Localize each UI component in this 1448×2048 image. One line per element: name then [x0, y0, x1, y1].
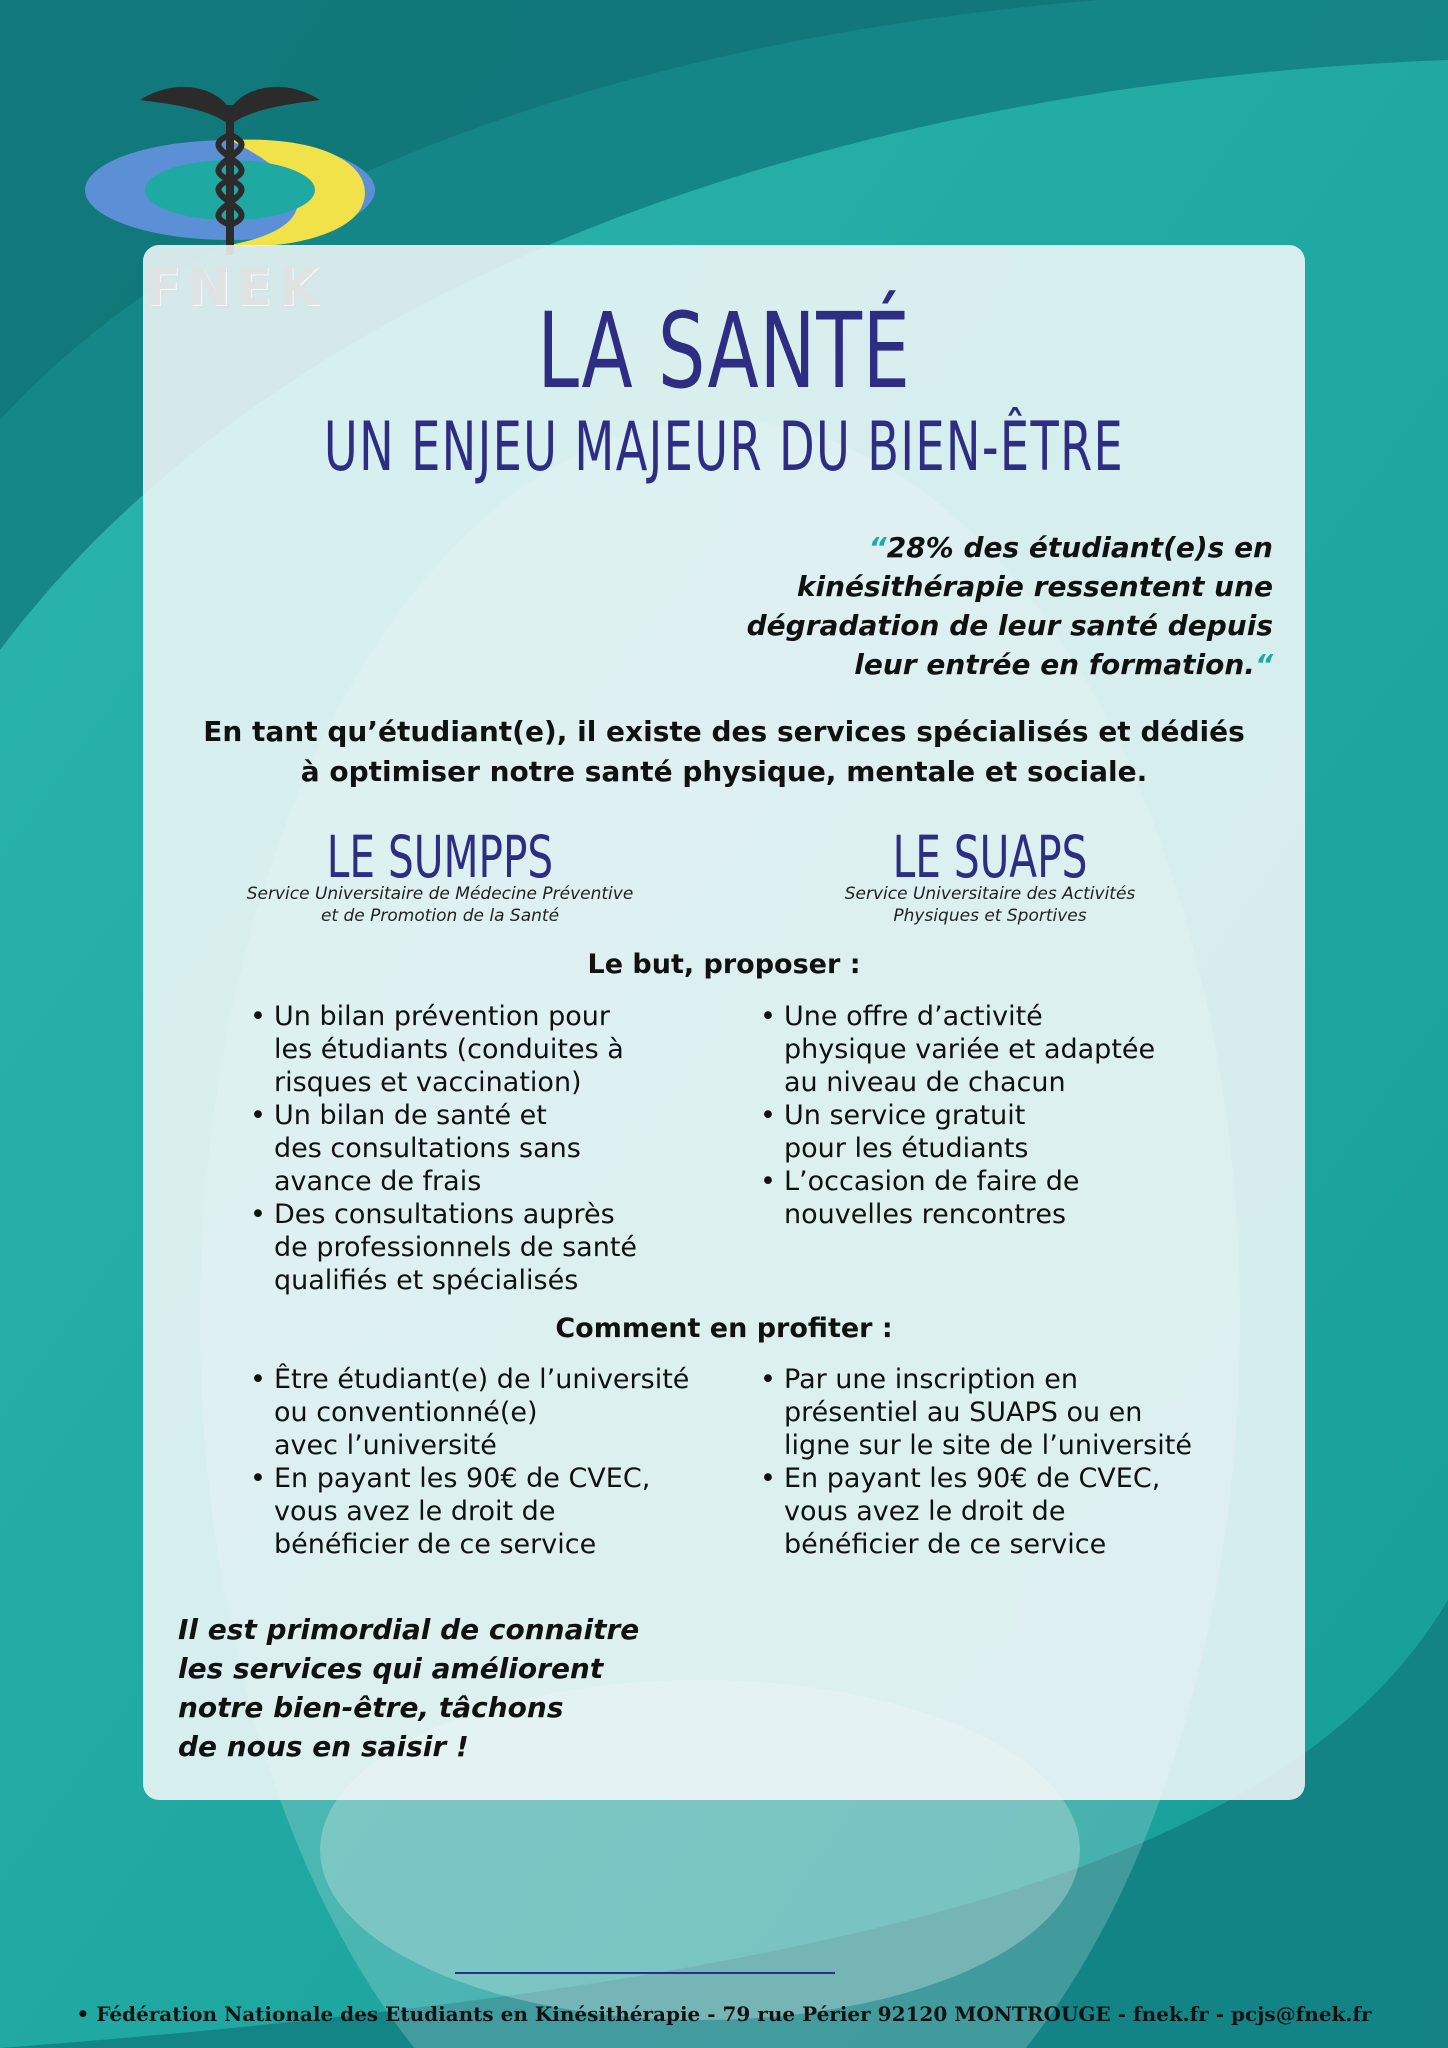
list-item-line: au niveau de chacun	[784, 1067, 1066, 1098]
list-item-line: avance de frais	[274, 1166, 482, 1197]
page-title: LA SANTÉ	[537, 290, 911, 412]
list-item-line: • Une offre d’activité	[784, 1001, 1043, 1032]
list-item-line: vous avez le droit de	[784, 1496, 1066, 1527]
list-item	[760, 1099, 1220, 1165]
list-item-line: • L’occasion de faire de	[784, 1166, 1080, 1197]
list-item-line: des consultations sans	[274, 1133, 581, 1164]
goal-list-sumpps	[250, 1000, 710, 1297]
list-item-line: nouvelles rencontres	[784, 1199, 1067, 1230]
page-subtitle: UN ENJEU MAJEUR DU BIEN-ÊTRE	[323, 408, 1125, 487]
list-item-line: • Par une inscription en	[784, 1364, 1079, 1395]
how-heading: Comment en profiter :	[555, 1313, 893, 1344]
goal-heading: Le but, proposer :	[587, 949, 861, 980]
closing-line: les services qui améliorent	[178, 1652, 604, 1685]
closing-line: notre bien-être, tâchons	[178, 1691, 564, 1724]
list-item	[250, 1462, 730, 1561]
intro-text	[143, 712, 1305, 792]
how-list-suaps	[760, 1363, 1240, 1561]
sumpps-subtitle	[220, 883, 660, 927]
list-item-line: physique variée et adaptée	[784, 1034, 1156, 1065]
list-item-line: bénéficier de ce service	[784, 1529, 1107, 1560]
caduceus-icon	[80, 80, 380, 260]
quote-line: leur entrée en formation.	[854, 648, 1255, 681]
sumpps-subtitle-line: Service Universitaire de Médecine Préventive	[246, 884, 634, 904]
quote-close-mark: “	[1254, 648, 1273, 681]
list-item-line: vous avez le droit de	[274, 1496, 556, 1527]
quote-line: kinésithérapie ressentent une	[796, 570, 1273, 603]
list-item	[250, 1099, 710, 1198]
list-item-line: avec l’université	[274, 1430, 497, 1461]
footer-divider	[455, 1972, 835, 1974]
suaps-title: LE SUAPS	[892, 823, 1088, 891]
list-item	[760, 1462, 1240, 1561]
quote-open-mark: “	[868, 531, 887, 564]
list-item-line: • En payant les 90€ de CVEC,	[784, 1463, 1161, 1494]
how-list-sumpps	[250, 1363, 730, 1561]
list-item-line: • Un bilan de santé et	[274, 1100, 547, 1131]
list-item	[250, 1198, 710, 1297]
list-item-line: de professionnels de santé	[274, 1232, 638, 1263]
list-item-line: bénéficier de ce service	[274, 1529, 597, 1560]
intro-line: En tant qu’étudiant(e), il existe des services spécialisés et dédiés	[203, 715, 1245, 748]
footer-contact: • Fédération Nationale des Etudiants en Kinésithérapie - 79 rue Périer 92120 MONTROUGE - fnek.fr - pcjs@fnek.fr	[76, 2002, 1372, 2026]
list-item-line: • Un service gratuit	[784, 1100, 1026, 1131]
list-item-line: pour les étudiants	[784, 1133, 1029, 1164]
closing-statement	[178, 1610, 698, 1766]
list-item-line: qualifiés et spécialisés	[274, 1265, 579, 1296]
list-item	[760, 1165, 1220, 1231]
list-item-line: • Des consultations auprès	[274, 1199, 615, 1230]
list-item-line: • En payant les 90€ de CVEC,	[274, 1463, 651, 1494]
suaps-subtitle	[790, 883, 1190, 927]
list-item-line: • Être étudiant(e) de l’université	[274, 1364, 690, 1395]
list-item-line: risques et vaccination)	[274, 1067, 582, 1098]
list-item-line: ou conventionné(e)	[274, 1397, 538, 1428]
intro-line: à optimiser notre santé physique, mentale et sociale.	[300, 755, 1148, 788]
sumpps-subtitle-line: et de Promotion de la Santé	[320, 906, 560, 926]
goal-list-suaps	[760, 1000, 1220, 1231]
suaps-subtitle-line: Service Universitaire des Activités	[844, 884, 1136, 904]
quote-line: 28% des étudiant(e)s en	[886, 531, 1273, 564]
list-item-line: présentiel au SUAPS ou en	[784, 1397, 1143, 1428]
list-item	[760, 1000, 1220, 1099]
list-item-line: • Un bilan prévention pour	[274, 1001, 610, 1032]
sumpps-title: LE SUMPPS	[326, 823, 554, 891]
closing-line: de nous en saisir !	[178, 1730, 469, 1763]
list-item-line: les étudiants (conduites à	[274, 1034, 624, 1065]
list-item	[250, 1363, 730, 1462]
suaps-subtitle-line: Physiques et Sportives	[893, 906, 1087, 926]
list-item-line: ligne sur le site de l’université	[784, 1430, 1192, 1461]
closing-line: Il est primordial de connaitre	[178, 1613, 640, 1646]
list-item	[760, 1363, 1240, 1462]
statistic-quote	[713, 528, 1273, 684]
list-item	[250, 1000, 710, 1099]
quote-line: dégradation de leur santé depuis	[746, 609, 1273, 642]
